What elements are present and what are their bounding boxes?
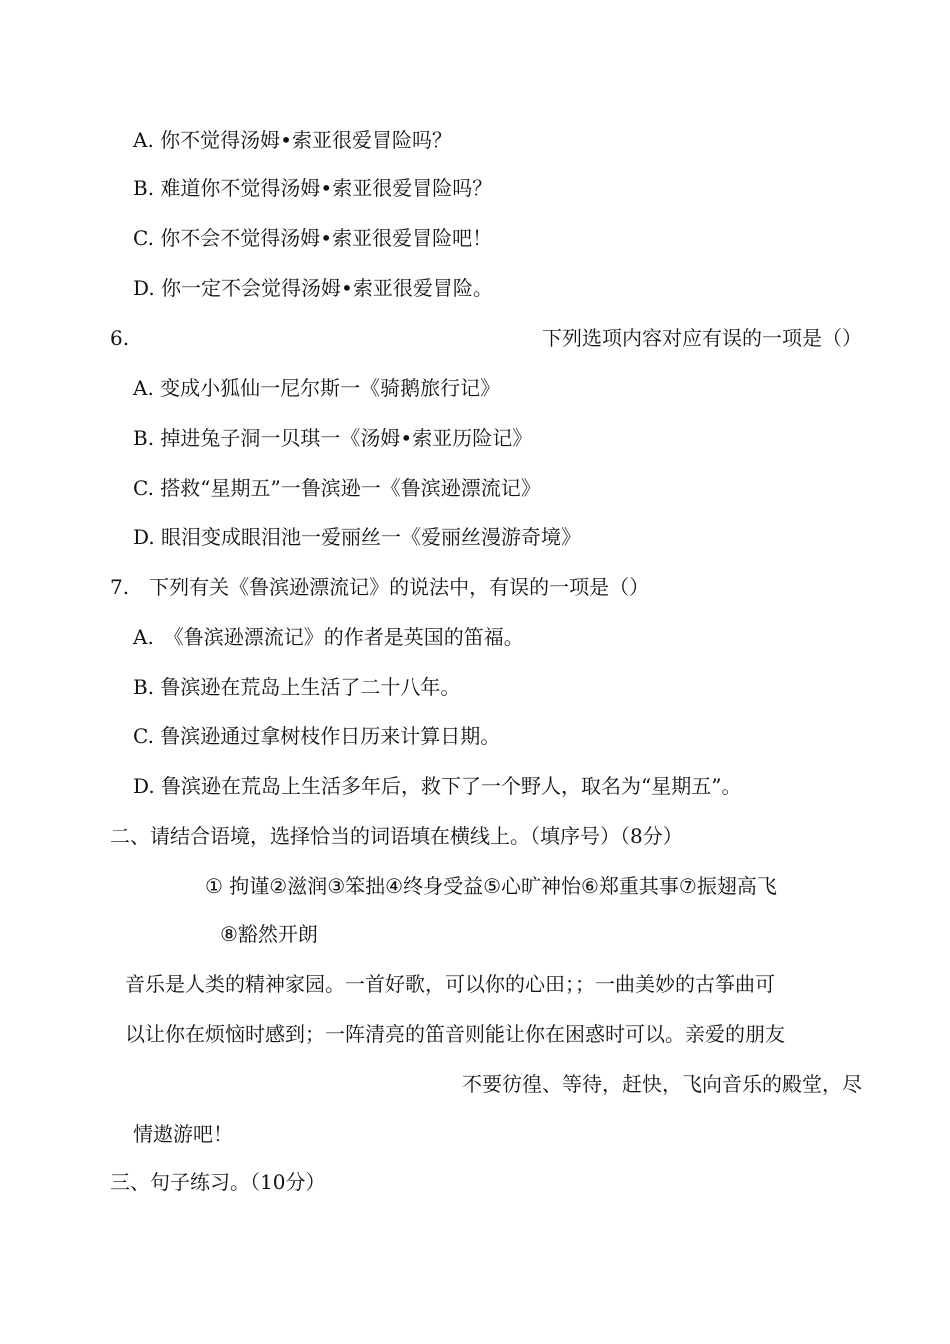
q7-stem: 7. 下列有关《鲁滨逊漂流记》的说法中，有误的一项是（） [110, 575, 650, 599]
q6-option-b: B. 掉进兔子洞一贝琪一《汤姆•索亚历险记》 [133, 426, 533, 450]
word-bank-line-2: ⑧豁然开朗 [220, 922, 318, 946]
q5-option-c: C. 你不会不觉得汤姆•索亚很爱冒险吧！ [133, 226, 493, 250]
q6-option-a: A. 变成小狐仙一尼尔斯一《骑鹅旅行记》 [133, 376, 501, 400]
passage-line-3: 不要彷徨、等待，赶快，飞向音乐的殿堂，尽 [462, 1072, 862, 1096]
word-bank-line-1: ① 拘谨②滋润③笨拙④终身受益⑤心旷神怡⑥郑重其事⑦振翅高飞 [205, 874, 777, 898]
q5-option-b: B. 难道你不觉得汤姆•索亚很爱冒险吗？ [133, 176, 493, 200]
passage-line-4: 情遨游吧！ [133, 1122, 233, 1146]
q5-option-a: A. 你不觉得汤姆•索亚很爱冒险吗？ [133, 128, 452, 152]
section-3-heading: 三、句子练习。（10分） [110, 1170, 326, 1194]
q7-option-c: C. 鲁滨逊通过拿树枝作日历来计算日期。 [133, 724, 501, 748]
passage-line-2: 以让你在烦恼时感到；一阵清亮的笛音则能让你在困惑时可以。亲爱的朋友 [125, 1022, 785, 1046]
q7-option-d: D. 鲁滨逊在荒岛上生活多年后，救下了一个野人，取名为“星期五”。 [133, 774, 742, 798]
q7-option-b: B. 鲁滨逊在荒岛上生活了二十八年。 [133, 675, 461, 699]
q6-number: 6. [110, 326, 130, 350]
q6-stem: 下列选项内容对应有误的一项是（） [542, 326, 862, 350]
q5-option-d: D. 你一定不会觉得汤姆•索亚很爱冒险。 [133, 276, 493, 300]
q6-option-c: C. 搭救“星期五”一鲁滨逊一《鲁滨逊漂流记》 [133, 476, 541, 500]
section-2-heading: 二、请结合语境，选择恰当的词语填在横线上。（填序号）（8分） [110, 824, 683, 848]
q6-option-d: D. 眼泪变成眼泪池一爱丽丝一《爱丽丝漫游奇境》 [133, 525, 582, 549]
q7-option-a: A. 《鲁滨逊漂流记》的作者是英国的笛福。 [133, 625, 524, 649]
passage-line-1: 音乐是人类的精神家园。一首好歌，可以你的心田；；一曲美妙的古筝曲可 [125, 972, 775, 996]
